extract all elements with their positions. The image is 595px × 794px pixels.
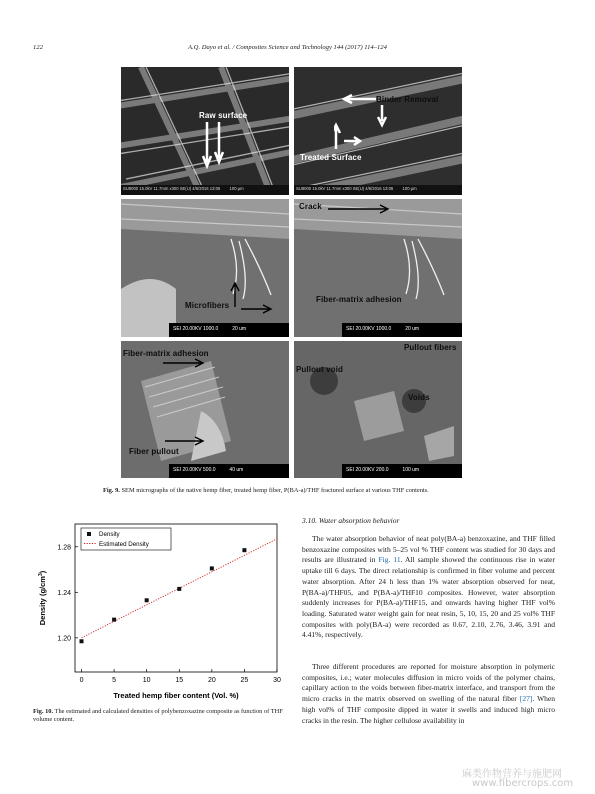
data-point	[112, 618, 116, 622]
x-tick-label: 30	[273, 677, 281, 684]
label-pullout-void: Pullout void	[296, 365, 343, 374]
x-tick-label: 15	[175, 677, 184, 684]
sem-panel-raw-fiber	[121, 67, 289, 195]
x-tick-label: 10	[142, 677, 151, 684]
x-tick-label: 25	[240, 677, 249, 684]
paragraph-text: The water absorption behavior of neat poly(BA-a) benzoxazine, and THF filled benzoxazine composites with 5–25 vol % THF content was studied for 30 days and results are illustrated in	[302, 534, 555, 565]
arrow-icon	[161, 357, 251, 447]
label-treated-surface: Treated Surface	[300, 153, 362, 162]
scalebar-text: SU8000 15.0kV 11.7mm x300 SE(U) 4/6/2016 13:05 100 µm	[123, 186, 244, 191]
watermark-line-1: 麻类作物营养与施肥网	[462, 769, 562, 780]
label-binder-removal: Binder Removal	[376, 95, 439, 104]
label-pullout-fibers: Pullout fibers	[404, 343, 457, 352]
arrow-icon	[221, 279, 281, 319]
paragraph-2	[302, 662, 555, 726]
arrow-icon	[201, 122, 231, 172]
sem-panel-microfibers	[121, 199, 289, 337]
x-tick-label: 0	[79, 677, 84, 684]
data-point	[210, 566, 214, 570]
arrow-icon	[334, 91, 394, 151]
x-tick-label: 20	[207, 677, 216, 684]
label-crack: Crack	[299, 202, 322, 211]
caption-text: The estimated and calculated densities of polybenzoxazine composite as function of THF volume content.	[33, 708, 283, 723]
sem-panel-treated-fiber	[294, 67, 462, 195]
data-point	[242, 548, 246, 552]
watermark-line-2: www.fibercrops.com	[472, 778, 574, 789]
label-voids: Voids	[408, 393, 430, 402]
sem-panel-voids	[294, 341, 462, 478]
label-microfibers: Microfibers	[185, 301, 230, 310]
x-axis-label: Treated hemp fiber content (Vol. %)	[113, 691, 239, 700]
data-point	[145, 598, 149, 602]
data-point	[80, 639, 84, 643]
caption-label: Fig. 10.	[33, 708, 54, 715]
figure-10-caption	[33, 708, 289, 724]
paragraph-text: . All sample showed the continuous rise in water uptake till 6 days. The direct relationship is confirmed in fiber volume and percent water absorption. After 24 h less than 1% water absorption observed for neat, P(BA-a)/THF05, and P(BA-a)/THF10 composites. However, water absorption suddenly increases for P(BA-a)/THF15, and onwards having higher THF vol% loading. Saturated water weight gain for neat resin, 5, 10, 15, 20 and 25 vol% THF composites with poly(BA-a) were recorded as 0.67, 2.10, 2.76, 3.46, 3.91 and 4.41%, respectively.	[302, 555, 555, 640]
caption-label: Fig. 9.	[103, 487, 120, 494]
x-tick-label: 5	[112, 677, 117, 684]
sem-texture-voids	[294, 341, 462, 478]
legend-label-estimated: Estimated Density	[99, 541, 149, 548]
label-fiber-matrix-adhesion: Fiber-matrix adhesion	[316, 295, 402, 304]
scalebar-text: SU8000 15.0kV 11.7mm x300 SE(U) 4/6/2016 13:06 100 µm	[296, 186, 417, 191]
figure-link[interactable]: Fig. 11	[378, 555, 401, 565]
label-fiber-matrix-adhesion: Fiber-matrix adhesion	[123, 349, 209, 358]
y-tick-label: 1.28	[57, 544, 71, 552]
scalebar-text: SEI 20.00KV 1000.0 20 um	[173, 326, 247, 332]
page-number: 122	[33, 44, 43, 51]
arrow-icon	[324, 203, 394, 215]
legend-label-density: Density	[99, 531, 120, 538]
label-raw-surface: Raw surface	[199, 111, 248, 120]
data-point	[177, 587, 181, 591]
sem-panel-fiber-pullout	[121, 341, 289, 478]
caption-text: SEM micrographs of the native hemp fiber, treated hemp fiber, P(BA-a)/THF fractured surface at various THF contents.	[121, 487, 429, 494]
running-title: A.Q. Dayo et al. / Composites Science and Technology 144 (2017) 114–124	[188, 44, 387, 51]
y-tick-label: 1.24	[57, 589, 71, 597]
paragraph-text: Three different procedures are reported for moisture absorption in polymeric composites, i.e.; water molecules diffusion in micro voids of the polymer chains, capillary action to the voids between fiber-matrix interface, and transport from the micro cracks in the matrix observed on swelling of the natural fiber	[302, 662, 555, 704]
legend-marker-density	[87, 532, 91, 536]
y-tick-label: 1.20	[57, 635, 71, 643]
sem-panel-crack	[294, 199, 462, 337]
scalebar-text: SEI 20.00KV 200.0 100 um	[346, 467, 420, 473]
scalebar-text: SEI 20.00KV 500.0 40 um	[173, 467, 244, 473]
section-title: 3.10. Water absorption behavior	[302, 516, 400, 525]
label-fiber-pullout: Fiber pullout	[129, 447, 179, 456]
sem-texture-crack	[294, 199, 462, 337]
paragraph-text: . When high vol% of THF composite dipped in water it swells and induced high micro cracks in the resin. The higher cellulose availability in	[302, 694, 555, 725]
y-axis-label: Density $(g/cm^3)$	[38, 570, 47, 626]
scalebar-text: SEI 20.00KV 1000.0 20 um	[346, 326, 420, 332]
reference-link[interactable]: [27]	[519, 694, 533, 704]
paragraph-1	[302, 534, 555, 641]
density-chart	[33, 514, 290, 708]
figure-9-caption	[103, 487, 503, 495]
